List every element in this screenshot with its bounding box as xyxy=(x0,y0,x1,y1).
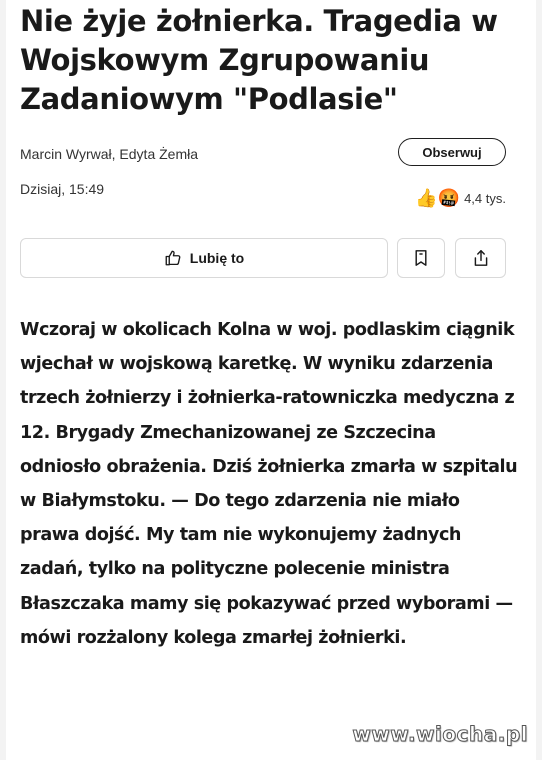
right-edge xyxy=(536,0,542,760)
reactions-summary[interactable] xyxy=(415,189,506,207)
action-bar xyxy=(20,238,506,278)
bookmark-button[interactable] xyxy=(397,238,445,278)
angry-reaction-icon: 🤬 xyxy=(437,188,461,208)
publish-date: Dzisiaj, 15:49 xyxy=(20,181,105,197)
follow-button[interactable]: Obserwuj xyxy=(398,138,506,166)
like-button[interactable] xyxy=(20,238,388,278)
thumbs-up-reaction-icon: 👍 xyxy=(415,188,438,208)
share-icon xyxy=(473,249,489,267)
thumbs-up-icon xyxy=(164,249,182,267)
article-body: Wczoraj w okolicach Kolna w woj. podlaskim ciągnik wjechał w wojskową karetkę. W wyniku zdarzenia trzech żołnierzy i żołnierka-ratowniczka medyczna z 12. Brygady Zmechanizowanej ze Szczecina odniosło obrażenia. Dziś żołnierka zmarła w szpitalu w Białymstoku. — Do tego zdarzenia nie miało prawa dojść. My tam nie wykonujemy żadnych zadań, tylko na polityczne polecenie ministra Błaszczaka mamy się pokazywać przed wyborami — mówi rozżalony kolega zmarłej żołnierki. xyxy=(20,320,518,648)
reactions-count: 4,4 tys. xyxy=(464,190,506,206)
article-authors[interactable]: Marcin Wyrwał, Edyta Żemła xyxy=(20,146,199,162)
share-button[interactable] xyxy=(455,238,506,278)
article-header xyxy=(20,0,520,119)
site-watermark: www.wiocha.pl xyxy=(352,722,528,746)
left-edge xyxy=(0,0,6,760)
article-headline: Nie żyje żołnierka. Tragedia w Wojskowym Zgrupowaniu Zadaniowym "Podlasie" xyxy=(20,4,498,116)
bookmark-icon xyxy=(413,249,429,267)
like-button-label: Lubię to xyxy=(189,250,245,266)
